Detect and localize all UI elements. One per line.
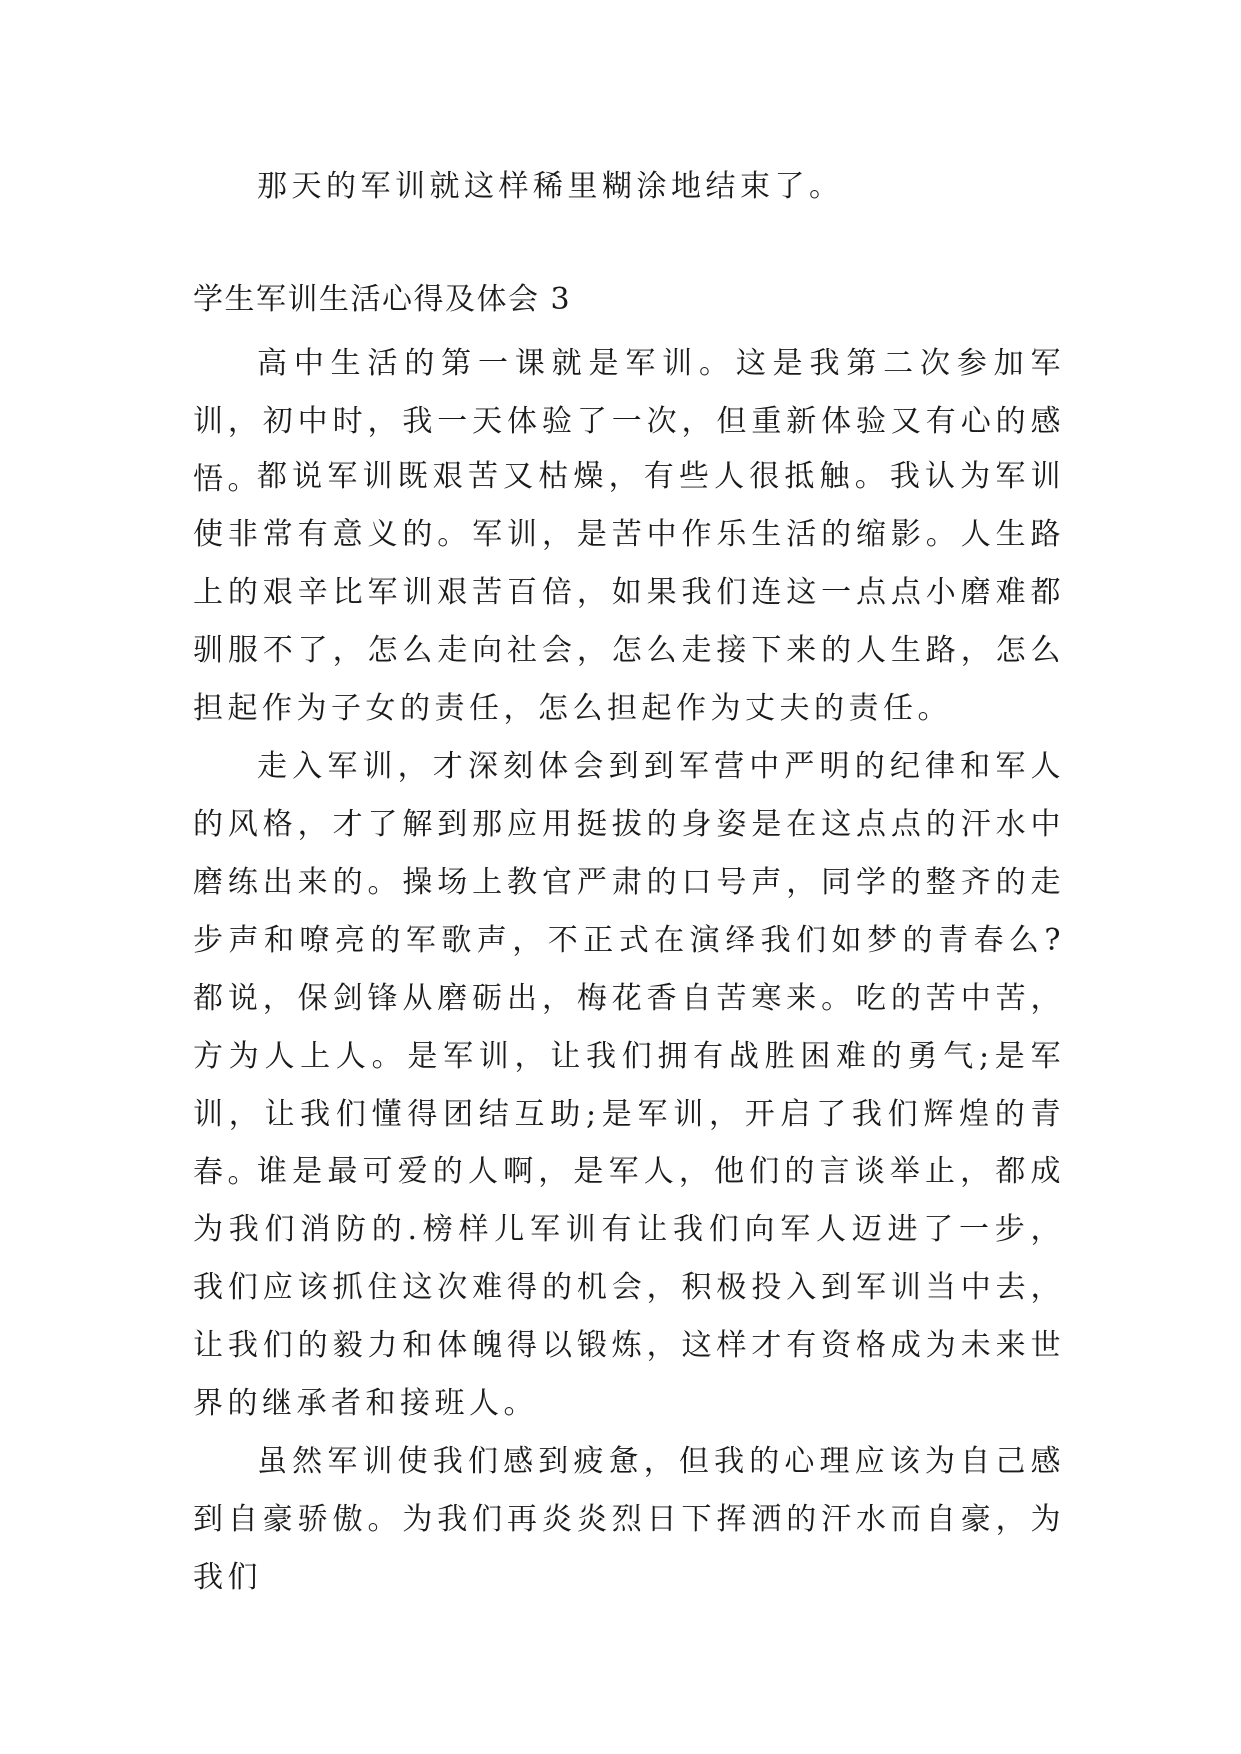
body-paragraph-2: 都说军训既艰苦又枯燥，有些人很抵触。我认为军训使非常有意义的。军训，是苦中作乐生活的缩影。人生路上的艰辛比军训艰苦百倍，如果我们连这一点点小磨难都驯服不了，怎么走向社会，怎么走接下来的人生路，怎么担起作为子女的责任，怎么担起作为丈夫的责任。 [193,459,1065,726]
body-paragraph-4: 谁是最可爱的人啊，是军人，他们的言谈举止，都成为我们消防的.榜样儿军训有让我们向军人迈进了一步，我们应该抓住这次难得的机会，积极投入到军训当中去，让我们的毅力和体魄得以锻炼，这样才有资格成为未来世界的继承者和接班人。 [193,1154,1065,1421]
body-paragraph-3: 走入军训，才深刻体会到到军营中严明的纪律和军人的风格，才了解到那应用挺拔的身姿是在这点点的汗水中磨练出来的。操场上教官严肃的口号声，同学的整齐的走步声和嘹亮的军歌声，不正式在演绎我们如梦的青春么?都说，保剑锋从磨砺出，梅花香自苦寒来。吃的苦中苦，方为人上人。是军训，让我们拥有战胜困难的勇气;是军训，让我们懂得团结互助;是军训，开启了我们辉煌的青春。 [193,749,1065,1190]
body-paragraph-5: 虽然军训使我们感到疲惫，但我的心理应该为自己感到自豪骄傲。为我们再炎炎烈日下挥洒的汗水而自豪，为我们 [193,1444,1065,1595]
section-title: 学生军训生活心得及体会 3 [193,282,572,317]
body-paragraph-1: 高中生活的第一课就是军训。这是我第二次参加军训，初中时，我一天体验了一次，但重新体验又有心的感悟。 [193,346,1065,497]
intro-paragraph: 那天的军训就这样稀里糊涂地结束了。 [257,169,844,204]
